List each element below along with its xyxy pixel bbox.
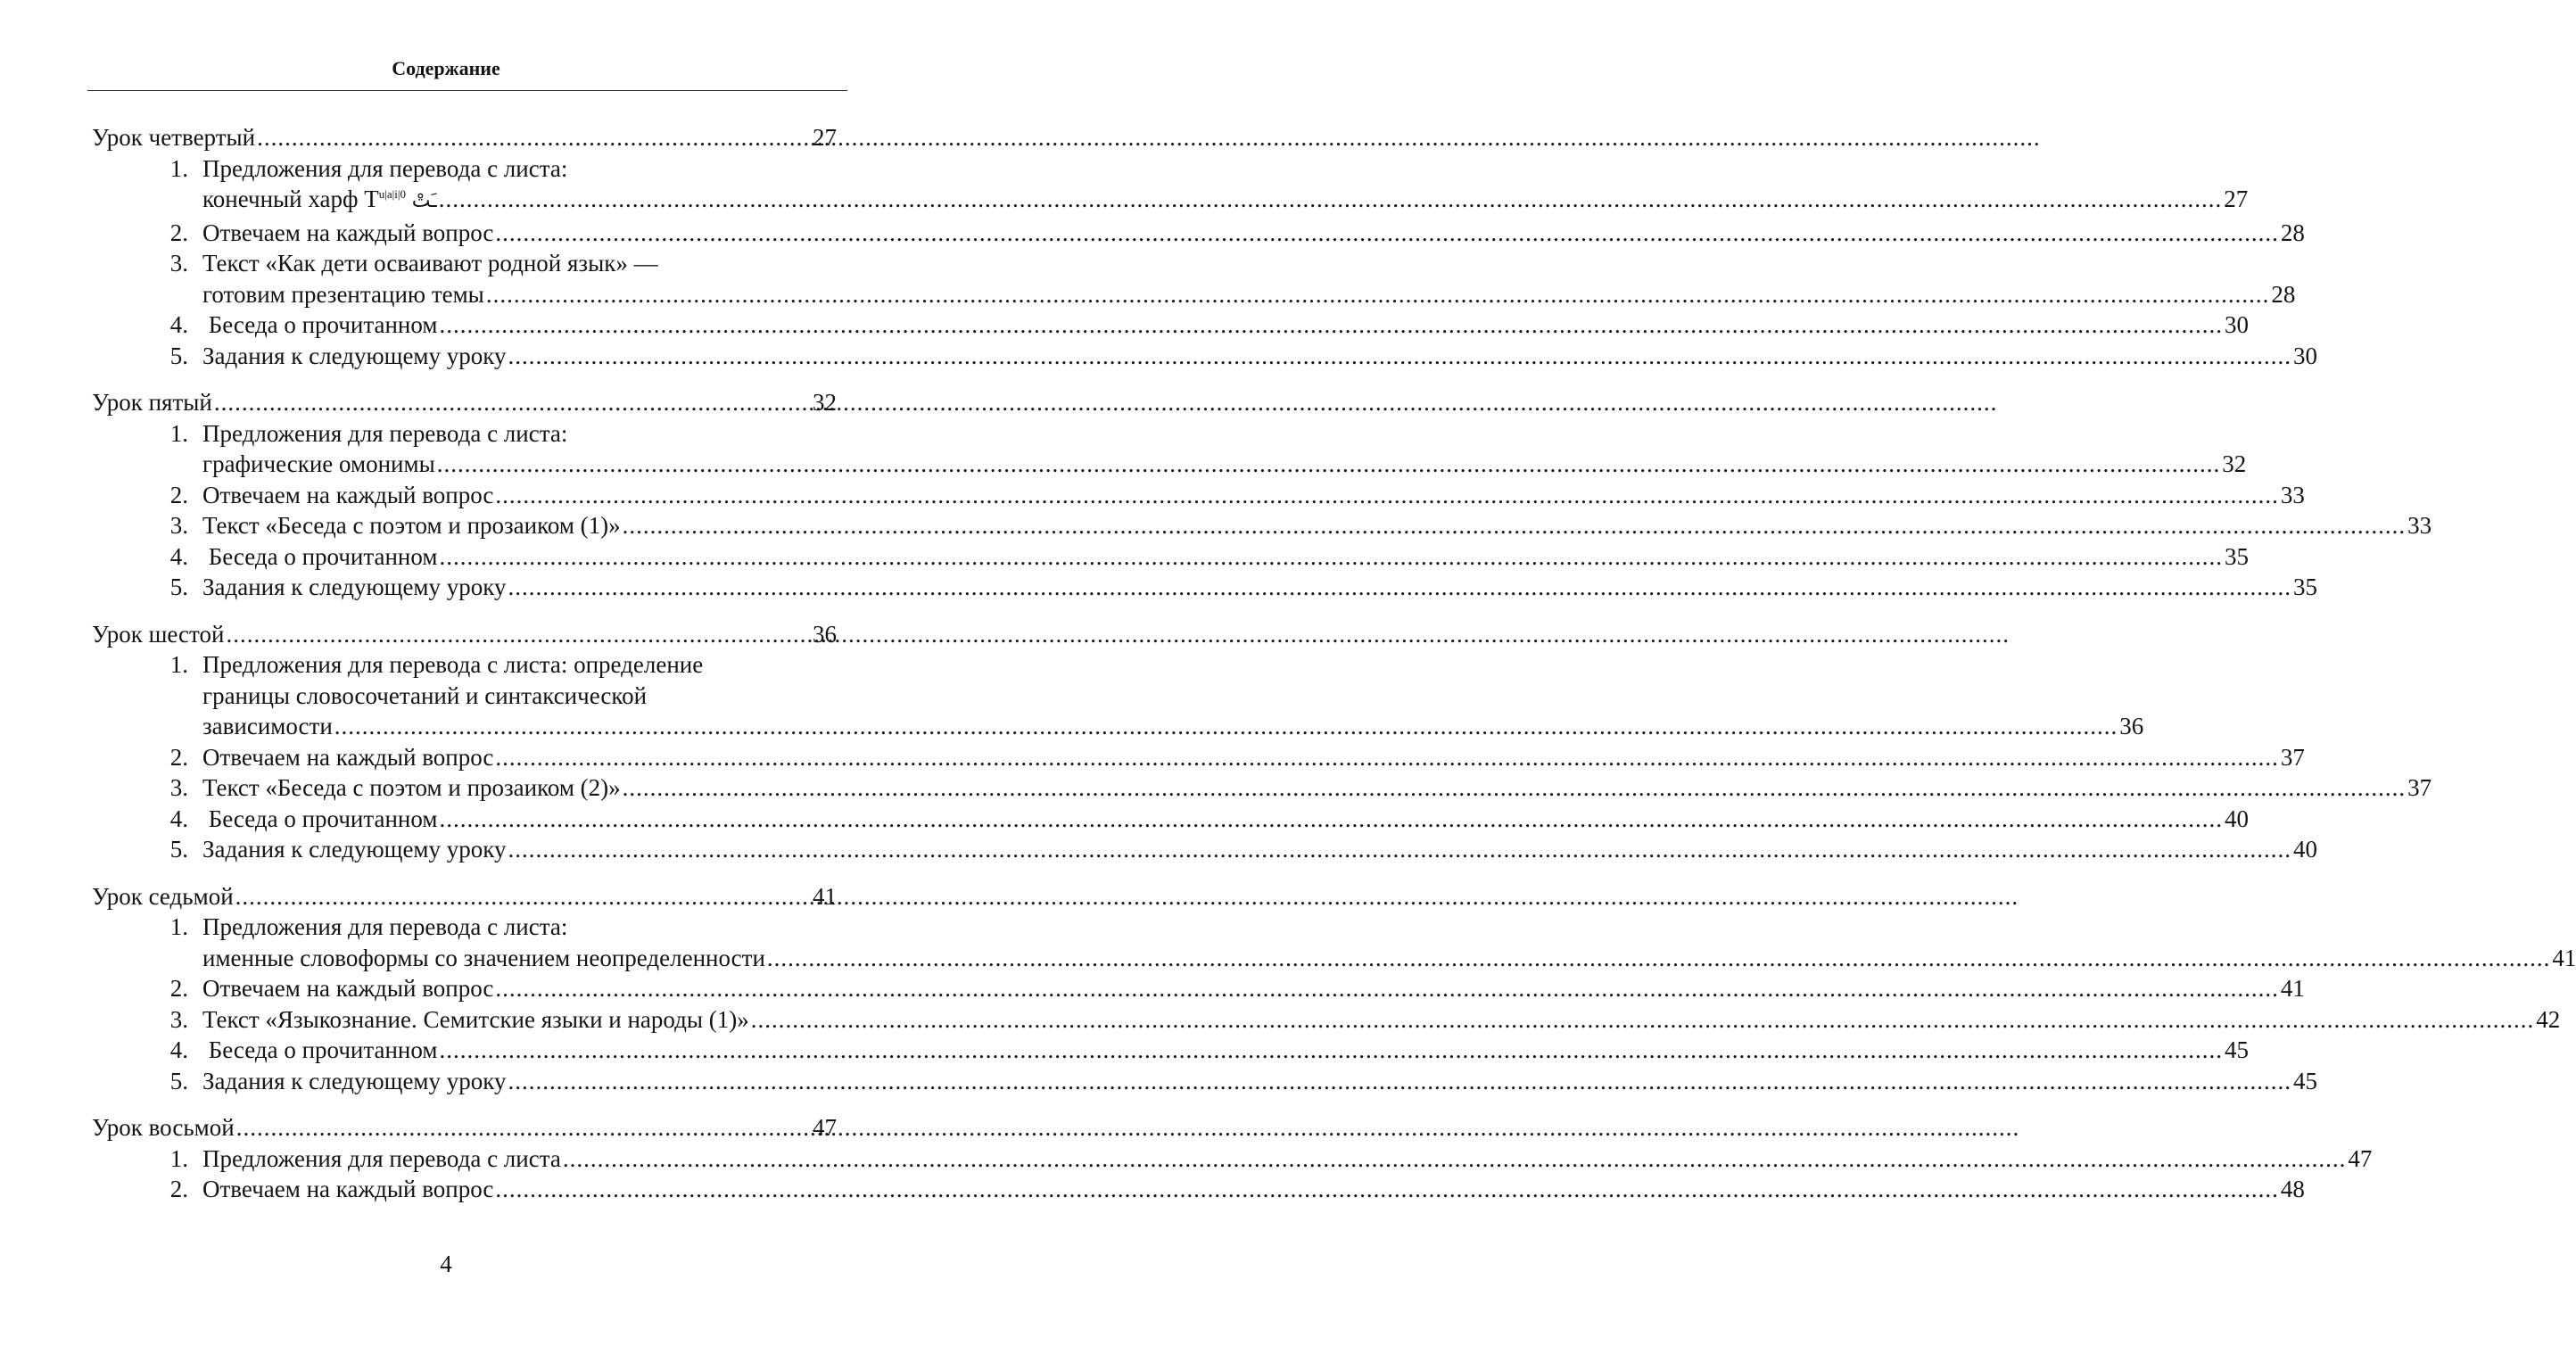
page-ref: 30 [2224, 311, 2249, 338]
entry-title: Задания к следующему уроку [202, 342, 507, 369]
toc-entry[interactable] [92, 1004, 2561, 1036]
lesson-heading[interactable] [92, 619, 837, 650]
page-ref: 48 [2280, 1176, 2305, 1202]
arabic-letter: ـَتْ [411, 190, 437, 212]
entry-title: Текст «Как дети осваивают родной язык» — [202, 250, 658, 277]
dot-leader [508, 834, 2292, 865]
toc-entry[interactable] [92, 1174, 2305, 1205]
entry-number: 2. [169, 743, 188, 771]
entry-title: Предложения для перевода с листа [202, 1144, 561, 1172]
entry-number: 1. [169, 1144, 188, 1172]
entry-number: 3. [169, 512, 188, 539]
page-number: 4 [440, 1251, 452, 1277]
dot-leader [439, 310, 2223, 341]
dot-leader [495, 742, 2279, 773]
toc-entry[interactable] [92, 973, 2305, 1004]
dot-leader [495, 480, 2279, 511]
dot-leader [751, 1004, 2535, 1036]
entry-title: Отвечаем на каждый вопрос [202, 975, 494, 1002]
page-ref: 33 [2407, 512, 2432, 539]
dot-leader [437, 449, 2221, 480]
entry-number: 2. [169, 975, 188, 1002]
entry-title: Отвечаем на каждый вопрос [202, 1176, 494, 1202]
entry-number: 1. [169, 651, 188, 678]
lesson-title: Урок пятый [92, 389, 212, 416]
toc-entry[interactable] [92, 772, 2432, 804]
lesson-section [92, 881, 2576, 1097]
page-ref: 40 [2293, 836, 2318, 863]
entry-number: 5. [169, 836, 188, 863]
entry-title: Отвечаем на каждый вопрос [202, 219, 494, 246]
entry-number: 4. [169, 805, 188, 832]
lesson-section [92, 1112, 2373, 1205]
dot-leader [623, 510, 2407, 541]
entry-title: Беседа о прочитанном [202, 311, 438, 338]
entry-title: Предложения для перевода с листа: [202, 154, 568, 182]
toc-entry[interactable] [92, 804, 2249, 835]
toc-entry[interactable] [92, 310, 2249, 341]
page-ref: 30 [2293, 342, 2318, 369]
lesson-section [92, 619, 2432, 865]
page-ref: 37 [2407, 774, 2432, 801]
entry-title: Беседа о прочитанном [202, 805, 438, 832]
table-of-contents [92, 122, 2576, 1221]
page-ref: 41 [2280, 975, 2305, 1002]
toc-entry[interactable] [92, 541, 2249, 573]
lesson-heading[interactable] [92, 1112, 837, 1143]
dot-leader [439, 1035, 2223, 1066]
entry-title-cont: именные словоформы со значением неопределенности [202, 944, 765, 971]
page-ref: 45 [2224, 1036, 2249, 1063]
dot-leader [235, 881, 811, 912]
entry-number: 5. [169, 574, 188, 600]
entry-number: 3. [169, 250, 188, 277]
toc-entry[interactable] [92, 649, 2144, 742]
entry-title: Беседа о прочитанном [202, 542, 438, 570]
dot-leader [623, 772, 2407, 804]
entry-number: 4. [169, 542, 188, 570]
entry-title: Предложения для перевода с листа: определение [202, 651, 704, 678]
page-ref: 28 [2280, 219, 2305, 246]
lesson-title: Урок шестой [92, 620, 225, 648]
dot-leader [334, 711, 2118, 742]
entry-number: 2. [169, 219, 188, 246]
dot-leader [508, 341, 2292, 372]
entry-number: 5. [169, 342, 188, 369]
dot-leader [257, 122, 811, 153]
entry-number: 3. [169, 774, 188, 801]
page-ref: 33 [2280, 481, 2305, 508]
lesson-section [92, 122, 2318, 371]
entry-number: 2. [169, 481, 188, 508]
vowel-superscript: u|a|i|0 [378, 187, 406, 201]
toc-entry[interactable] [92, 418, 2247, 480]
page-ref: 35 [2293, 574, 2318, 600]
page-ref: 35 [2224, 542, 2249, 570]
toc-entry[interactable] [92, 742, 2305, 773]
toc-entry[interactable] [92, 341, 2318, 372]
entry-title: Задания к следующему уроку [202, 574, 507, 600]
entry-number: 3. [169, 1005, 188, 1033]
entry-number: 1. [169, 419, 188, 447]
lesson-title: Урок восьмой [92, 1114, 235, 1141]
page-ref: 36 [2119, 713, 2144, 739]
toc-entry[interactable] [92, 1143, 2373, 1175]
entry-number: 1. [169, 913, 188, 940]
page-ref: 27 [813, 124, 837, 151]
entry-title: Текст «Языкознание. Семитские языки и народы (1)» [202, 1005, 749, 1033]
dot-leader [226, 619, 811, 650]
dot-leader [508, 572, 2292, 603]
page-ref: 32 [813, 389, 837, 416]
entry-number: 4. [169, 311, 188, 338]
entry-number: 1. [169, 154, 188, 182]
dot-leader [486, 279, 2270, 310]
entry-title-cont: графические омонимы [202, 450, 435, 477]
page-ref: 47 [813, 1114, 837, 1141]
page-ref: 45 [2293, 1067, 2318, 1094]
page-ref: 37 [2280, 743, 2305, 771]
entry-title: Предложения для перевода с листа: [202, 913, 568, 940]
toc-entry[interactable] [92, 1066, 2318, 1097]
page-ref: 41 [2552, 944, 2576, 971]
entry-title: Отвечаем на каждый вопрос [202, 743, 494, 771]
page-ref: 41 [813, 882, 837, 910]
entry-title: Текст «Беседа с поэтом и прозаиком (2)» [202, 774, 621, 801]
dot-leader [439, 804, 2223, 835]
entry-number: 2. [169, 1176, 188, 1202]
entry-title: Беседа о прочитанном [202, 1036, 438, 1063]
toc-entry[interactable] [92, 572, 2318, 603]
entry-title-cont: зависимости [202, 713, 333, 739]
toc-entry[interactable] [92, 510, 2432, 541]
toc-entry[interactable] [92, 480, 2305, 511]
dot-leader [236, 1112, 811, 1143]
entry-title: Задания к следующему уроку [202, 1067, 507, 1094]
entry-title-cont: конечный харф $Т^{u|a|i|0}$ ـَتْ [202, 186, 437, 212]
lesson-heading[interactable] [92, 881, 837, 912]
page-ref: 47 [2348, 1144, 2373, 1172]
dot-leader [495, 1174, 2279, 1205]
page-header: Содержание [392, 57, 500, 79]
header-rule [87, 90, 847, 91]
entry-title: Предложения для перевода с листа: [202, 419, 568, 447]
entry-title-cont: готовим презентацию темы [202, 280, 484, 308]
toc-entry[interactable] [92, 248, 2296, 310]
dot-leader [508, 1066, 2292, 1097]
lesson-title: Урок седьмой [92, 882, 234, 910]
lesson-heading[interactable] [92, 122, 837, 153]
dot-leader [495, 218, 2279, 249]
dot-leader [495, 973, 2279, 1004]
dot-leader [563, 1143, 2347, 1175]
page-ref: 40 [2224, 805, 2249, 832]
dot-leader [214, 387, 811, 418]
toc-entry[interactable] [92, 218, 2305, 249]
entry-title-cont: границы словосочетаний и синтаксической [202, 681, 648, 709]
toc-entry[interactable] [92, 153, 2249, 218]
dot-leader [439, 184, 2223, 215]
page-ref: 36 [813, 620, 837, 648]
entry-title: Текст «Беседа с поэтом и прозаиком (1)» [202, 512, 621, 539]
page-ref: 28 [2271, 280, 2296, 308]
lesson-heading[interactable] [92, 387, 837, 418]
toc-entry[interactable] [92, 1035, 2249, 1066]
page-ref: 27 [2224, 186, 2249, 212]
toc-entry[interactable] [92, 912, 2576, 973]
entry-title: Отвечаем на каждый вопрос [202, 481, 494, 508]
lesson-section [92, 387, 2432, 603]
dot-leader [767, 943, 2551, 974]
entry-number: 4. [169, 1036, 188, 1063]
lesson-title: Урок четвертый [92, 124, 256, 151]
toc-entry[interactable] [92, 834, 2318, 865]
dot-leader [439, 541, 2223, 573]
entry-title: Задания к следующему уроку [202, 836, 507, 863]
page-ref: 42 [2536, 1005, 2561, 1033]
page-ref: 32 [2222, 450, 2247, 477]
entry-number: 5. [169, 1067, 188, 1094]
